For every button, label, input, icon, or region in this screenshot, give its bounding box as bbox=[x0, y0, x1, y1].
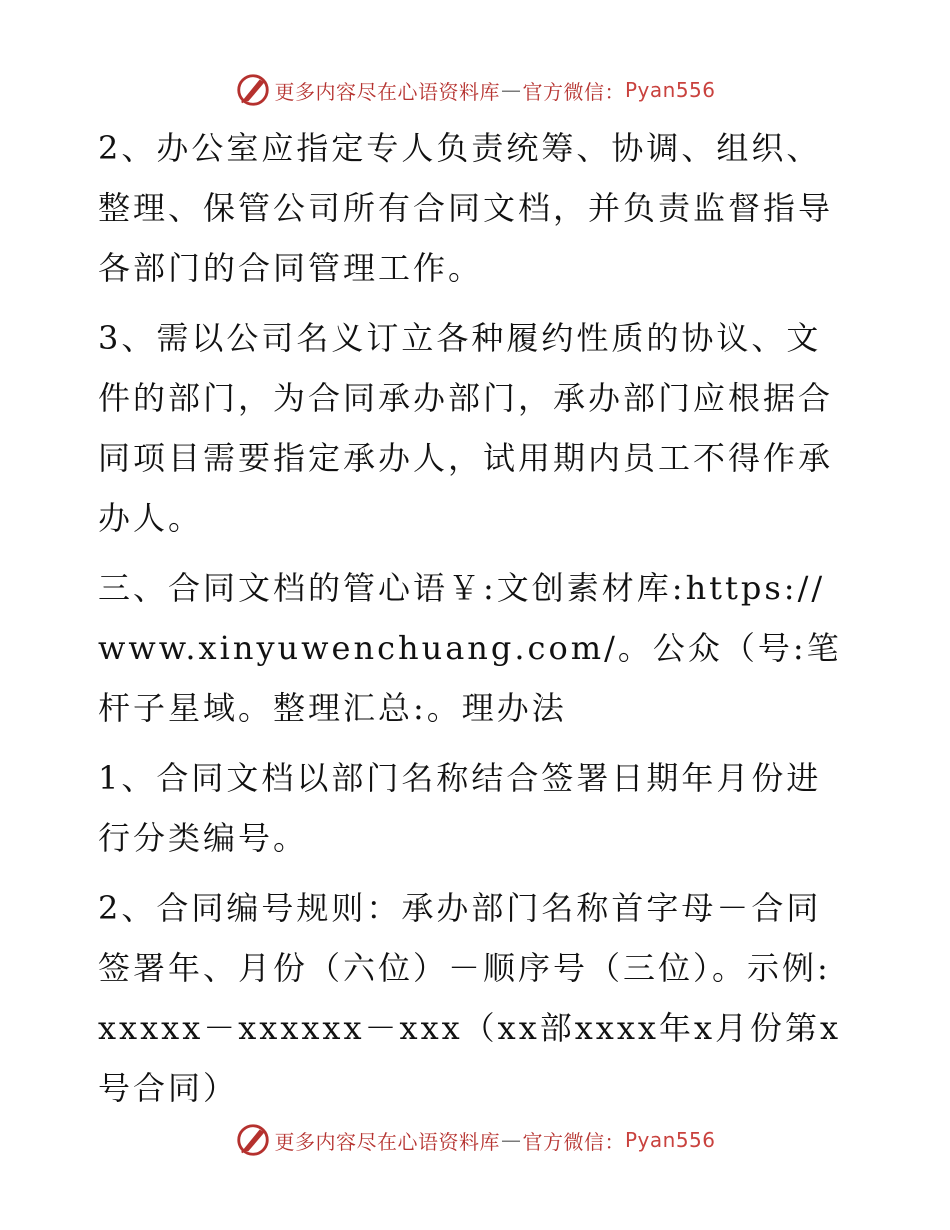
paragraph-office-responsibility: 2、办公室应指定专人负责统筹、协调、组织、整理、保管公司所有合同文档，并负责监督指导各部门的合同管理工作。 bbox=[98, 129, 834, 287]
banner-wechat-label: 官方微信： bbox=[522, 1129, 625, 1154]
paragraph-contract-department: 3、需以公司名义订立各种履约性质的协议、文件的部门，为合同承办部门，承办部门应根据合同项目需要指定承办人，试用期内员工不得作承办人。 bbox=[98, 319, 834, 537]
paragraph-numbering-rule: 2、合同编号规则：承办部门名称首字母－合同签署年、月份（六位）－顺序号（三位）。示例:xxxxx－xxxxxx－xxx（xx部xxxx年x月份第x号合同） bbox=[98, 889, 842, 1107]
document-body bbox=[98, 118, 850, 1128]
banner-separator: — bbox=[500, 78, 522, 102]
banner-wechat-id: Pyan556 bbox=[624, 1128, 716, 1152]
quill-pen-logo-icon bbox=[234, 71, 272, 109]
banner-wechat-label: 官方微信： bbox=[522, 79, 625, 104]
banner-text: 更多内容尽在心语资料库 bbox=[274, 1129, 500, 1154]
footer-banner bbox=[0, 1120, 950, 1160]
paragraph-section-three: 三、合同文档的管心语￥:文创素材库:https://www.xinyuwenchuang.com/。公众（号:笔杆子星域。整理汇总:。理办法 bbox=[98, 569, 842, 727]
paragraph-numbering: 1、合同文档以部门名称结合签署日期年月份进行分类编号。 bbox=[98, 759, 822, 857]
banner-wechat-id: Pyan556 bbox=[624, 78, 716, 102]
banner-text: 更多内容尽在心语资料库 bbox=[274, 79, 500, 104]
quill-pen-logo-icon bbox=[234, 1121, 272, 1159]
header-banner bbox=[0, 70, 950, 110]
banner-separator: — bbox=[500, 1128, 522, 1152]
